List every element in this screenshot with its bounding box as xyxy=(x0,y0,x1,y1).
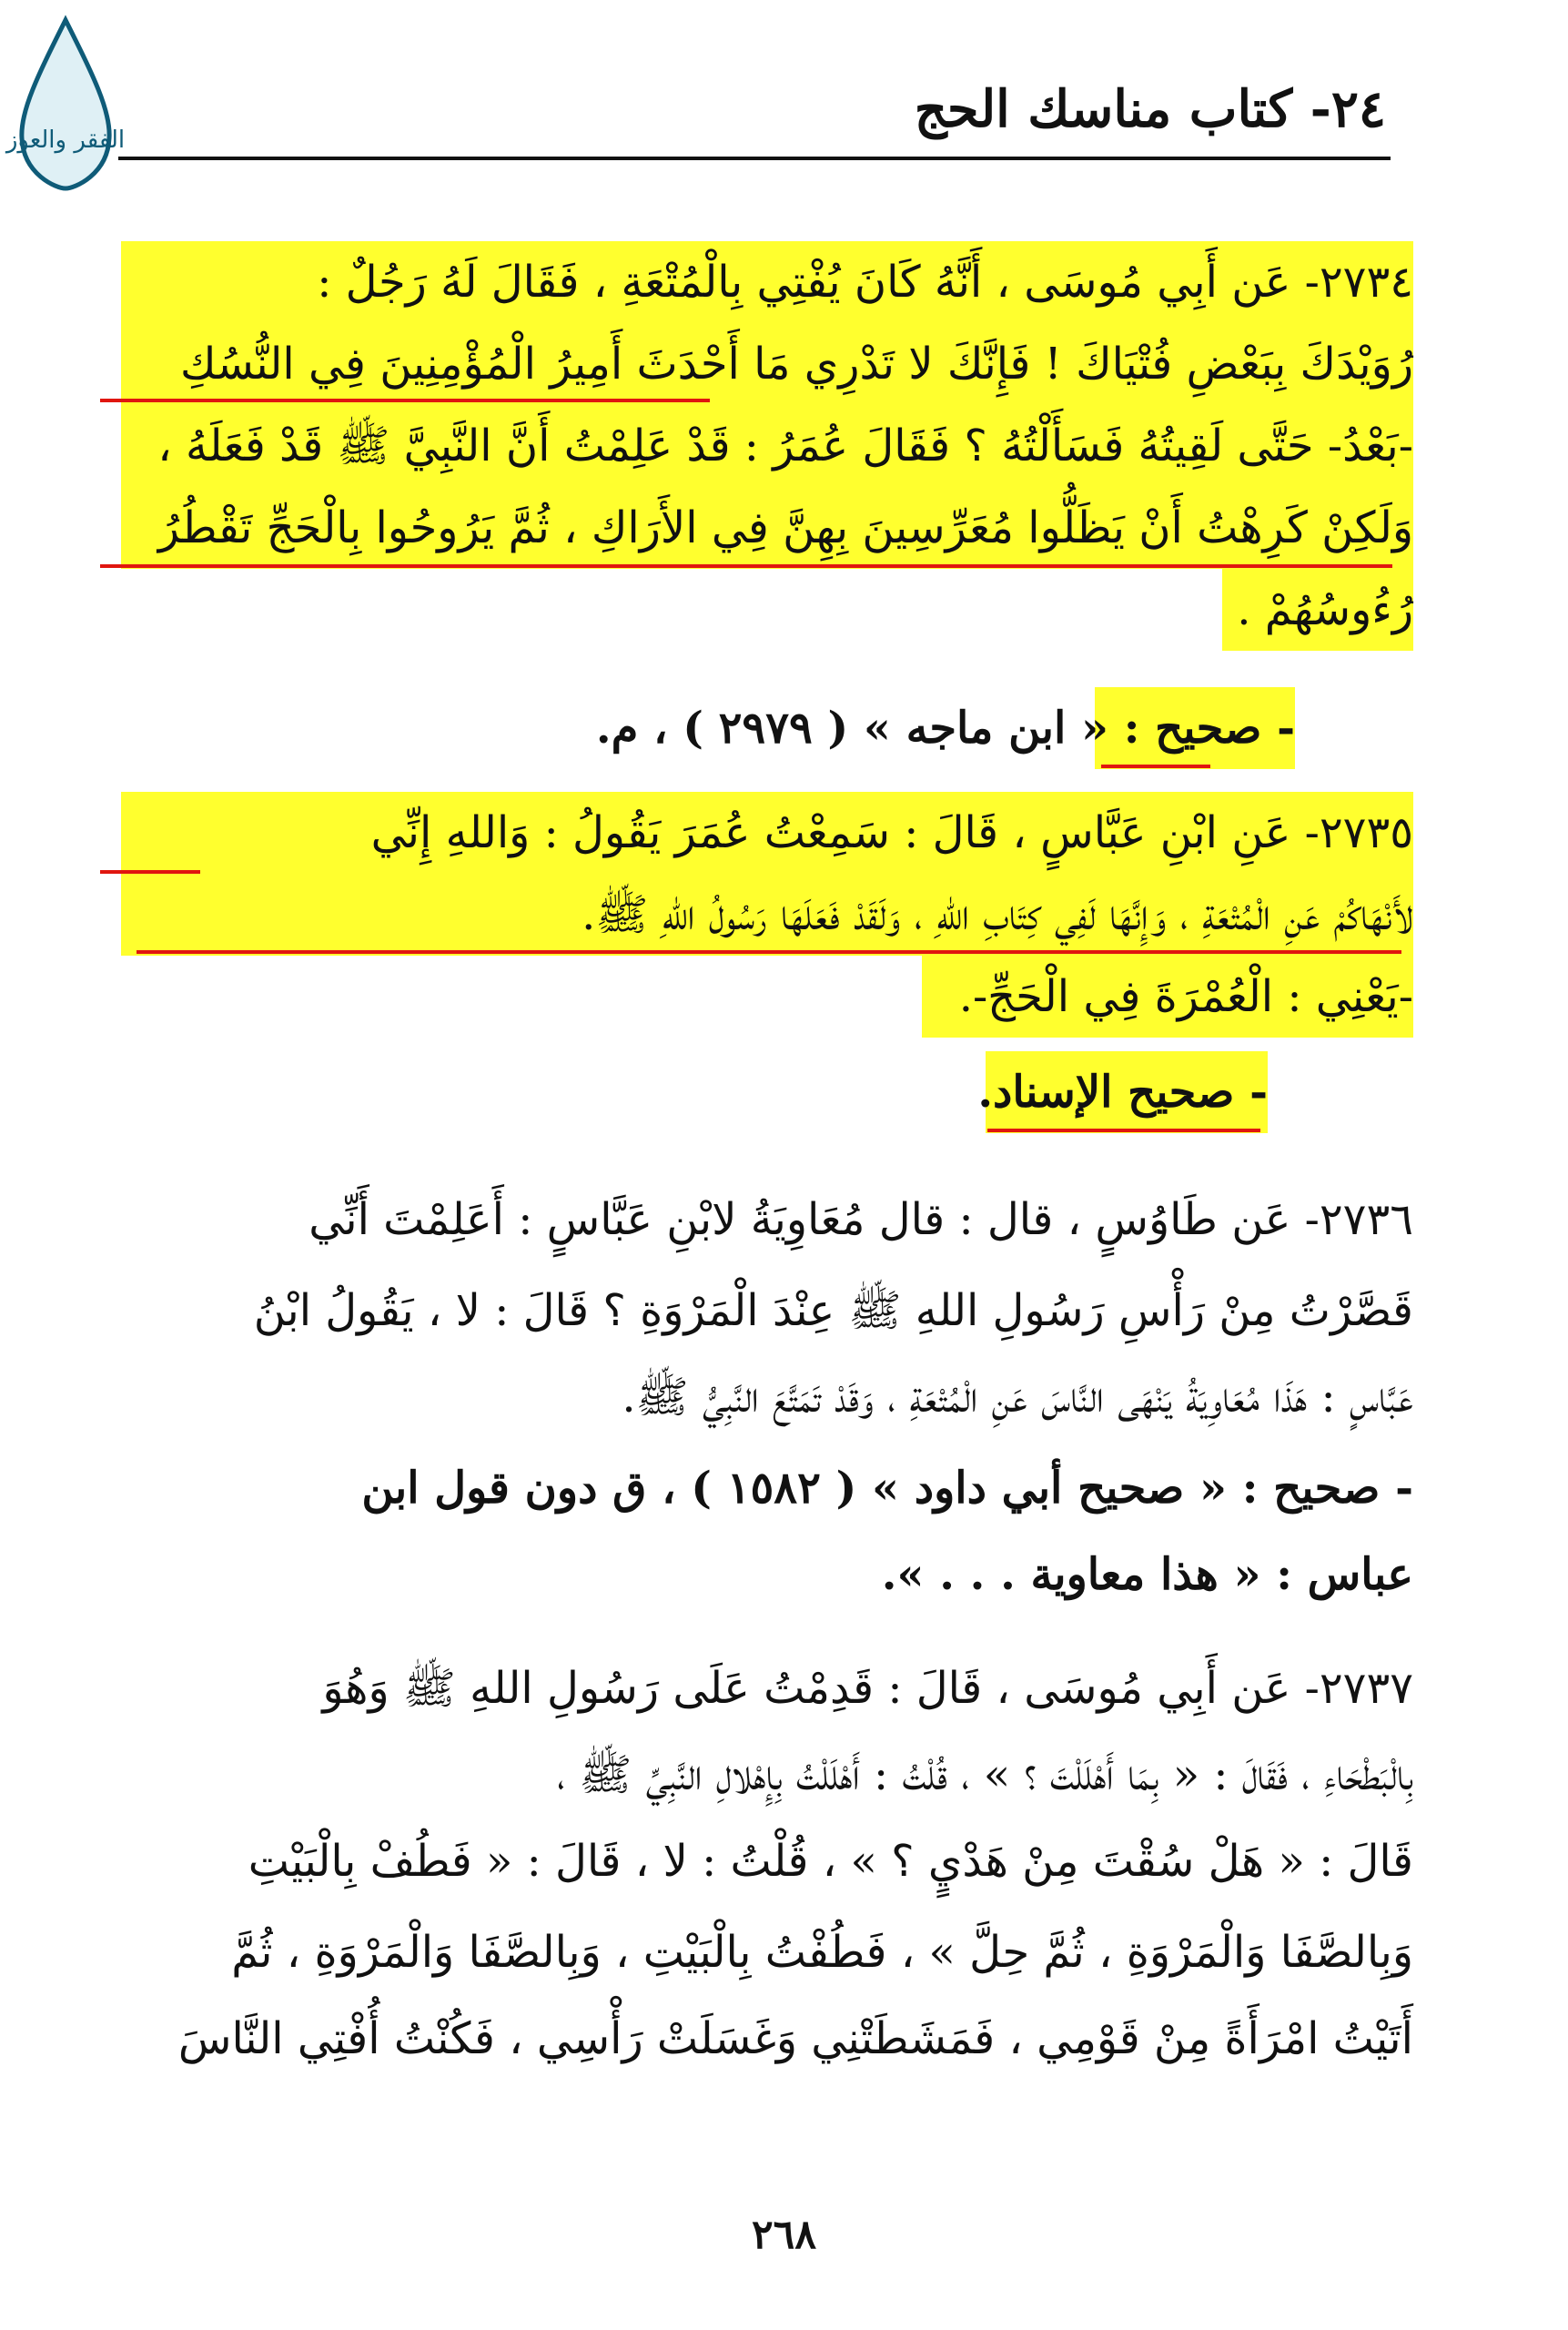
header-divider xyxy=(118,157,1391,160)
grade-2734: - صحيح : « ابن ماجه » ( ٢٩٧٩ ) ، م. xyxy=(1095,687,1295,769)
hadith-2734-line-4: وَلَكِنْ كَرِهْتُ أَنْ يَظَلُّوا مُعَرِّسِينَ بِهِنَّ فِي الأَرَاكِ ، ثُمَّ يَرُوحُوا بِالْحَجِّ تَقْطُرُ xyxy=(121,487,1413,569)
chapter-header: ٢٤- كتاب مناسك الحج xyxy=(914,79,1386,139)
underline-mark xyxy=(987,1129,1260,1132)
hadith-2737-line-3: قَالَ : « هَلْ سُقْتَ مِنْ هَدْيٍ ؟ » ، قُلْتُ : لا ، قَالَ : « فَطُفْ بِالْبَيْتِ xyxy=(248,1836,1413,1887)
grade-2735: - صحيح الإسناد. xyxy=(986,1051,1268,1133)
underline-mark xyxy=(100,564,1392,568)
publisher-logo xyxy=(5,11,126,193)
hadith-2736-line-3: عَبَّاسٍ : هَذَا مُعَاوِيَةُ يَنْهَى النَّاسَ عَنِ الْمُتْعَةِ ، وَقَدْ تَمَتَّعَ النَّبِيُّ ﷺ. xyxy=(622,1372,1413,1423)
hadith-2737-line-4: وَبِالصَّفَا وَالْمَرْوَةِ ، ثُمَّ حِلَّ » ، فَطُفْتُ بِالْبَيْتِ ، وَبِالصَّفَا وَالْمَرْوَةِ ، ثُمَّ xyxy=(231,1927,1413,1978)
hadith-2734-line-5: رُءُوسُهُمْ . xyxy=(1222,569,1413,651)
hadith-2734-line-3: -بَعْدُ- حَتَّى لَقِيتُهُ فَسَأَلْتُهُ ؟ فَقَالَ عُمَرُ : قَدْ عَلِمْتُ أَنَّ النَّبِيَّ ﷺ قَدْ فَعَلَهُ ، xyxy=(121,405,1413,487)
hadith-2737-line-2: بِالْبَطْحَاءِ ، فَقَالَ : « بِمَا أَهْلَلْتَ ؟ » ، قُلْتُ : أَهْلَلْتُ بِإِهْلالِ النَّبِيِّ ﷺ ، xyxy=(556,1749,1413,1800)
underline-mark xyxy=(100,399,710,402)
grade-2736-line-1: - صحيح : « صحيح أبي داود » ( ١٥٨٢ ) ، ق دون قول ابن xyxy=(361,1463,1413,1514)
underline-mark xyxy=(1101,765,1210,768)
hadith-2737-line-5: أَتَيْتُ امْرَأَةً مِنْ قَوْمِي ، فَمَشَطَتْنِي وَغَسَلَتْ رَأْسِي ، فَكُنْتُ أُفْتِي النَّاسَ xyxy=(177,2013,1413,2064)
hadith-2736-line-1: ٢٧٣٦- عَن طَاوُسٍ ، قال : قال مُعَاوِيَةُ لابْنِ عَبَّاسٍ : أَعَلِمْتَ أَنِّي xyxy=(309,1194,1413,1245)
logo-text: الفقر والعوز xyxy=(5,127,126,154)
hadith-2734-line-2: رُوَيْدَكَ بِبَعْضِ فُتْيَاكَ ! فَإِنَّكَ لا تَدْرِي مَا أَحْدَثَ أَمِيرُ الْمُؤْمِنِينَ فِي النُّسُكِ xyxy=(121,323,1413,405)
page-number: ٢٦٨ xyxy=(752,2212,816,2258)
hadith-2735-line-2: لأَنْهَاكُمْ عَنِ الْمُتْعَةِ ، وَإِنَّهَا لَفِي كِتَابِ اللهِ ، وَلَقَدْ فَعَلَهَا رَسُولُ اللهِ ﷺ. xyxy=(121,874,1413,956)
hadith-2737-line-1: ٢٧٣٧- عَن أَبِي مُوسَى ، قَالَ : قَدِمْتُ عَلَى رَسُولِ اللهِ ﷺ وَهُوَ xyxy=(322,1663,1413,1714)
underline-mark xyxy=(137,950,1401,954)
grade-2736-line-2: عباس : « هذا معاوية . . . ». xyxy=(881,1549,1413,1600)
hadith-2735-line-3: -يَعْنِي : الْعُمْرَةَ فِي الْحَجِّ-. xyxy=(922,956,1413,1038)
hadith-2736-line-2: قَصَّرْتُ مِنْ رَأْسِ رَسُولِ اللهِ ﷺ عِنْدَ الْمَرْوَةِ ؟ قَالَ : لا ، يَقُولُ ابْنُ xyxy=(253,1285,1413,1336)
hadith-2735-line-1: ٢٧٣٥- عَنِ ابْنِ عَبَّاسٍ ، قَالَ : سَمِعْتُ عُمَرَ يَقُولُ : وَاللهِ إِنِّي xyxy=(121,792,1413,874)
hadith-2734-line-1: ٢٧٣٤- عَن أَبِي مُوسَى ، أَنَّهُ كَانَ يُفْتِي بِالْمُتْعَةِ ، فَقَالَ لَهُ رَجُلٌ : xyxy=(121,241,1413,323)
